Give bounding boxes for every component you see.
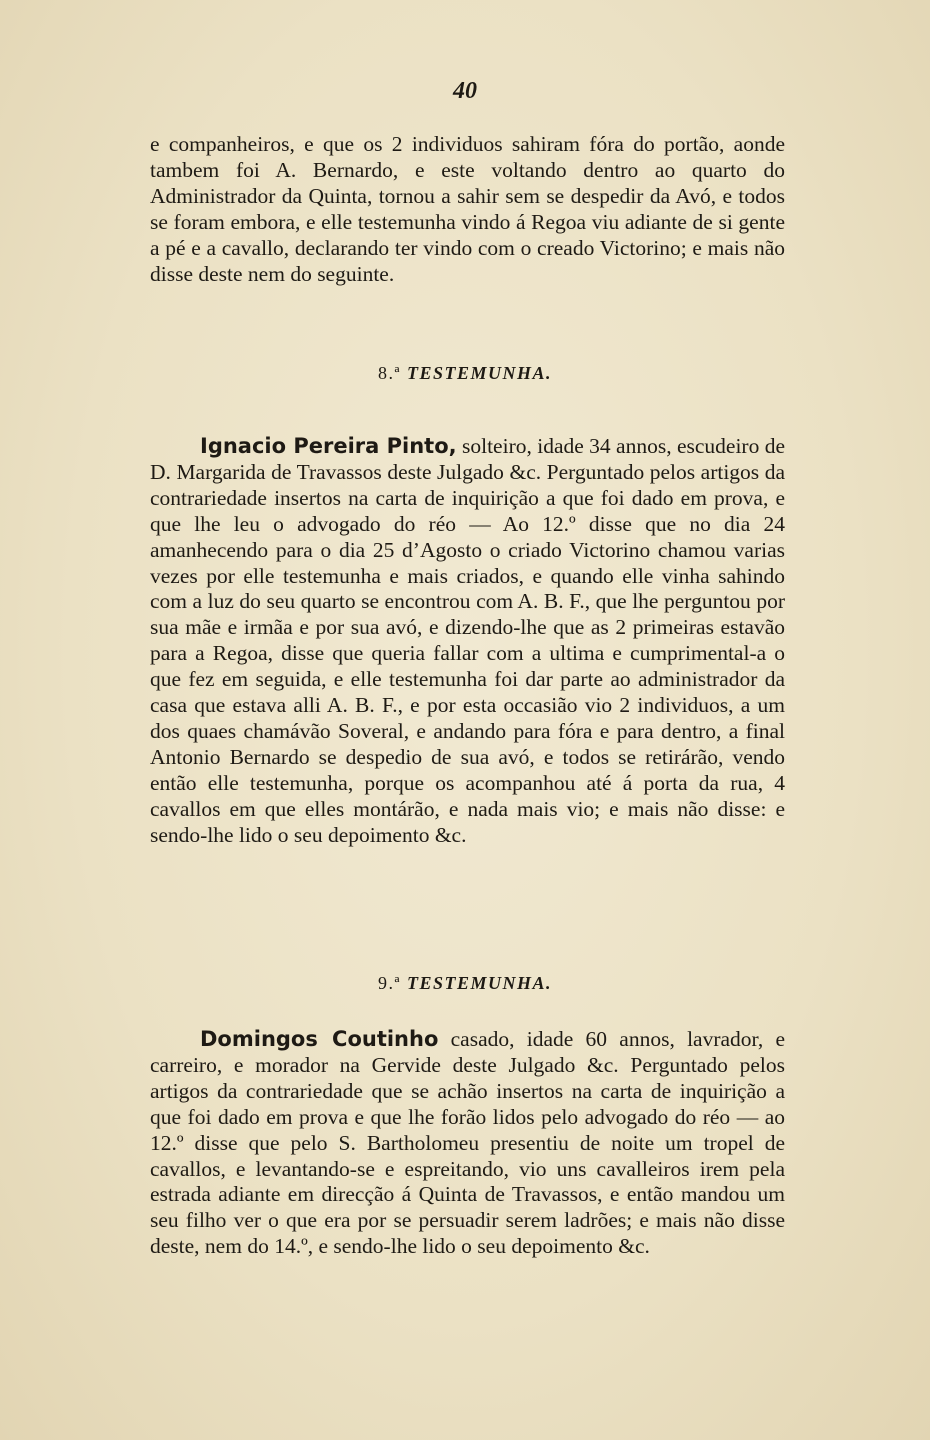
section-number-8: 8.ª [378, 363, 401, 383]
testimony-8-text: solteiro, idade 34 annos, escudeiro de D. Margarida de Travassos deste Julgado &c. Perguntado pelos artigos da contrariedade insertos na carta de inquirição a que foi dado em prova, e que lhe leu o advogado do réo — Ao 12.º disse que no dia 24 amanhecendo para o dia 25 d’Agosto o criado Victorino chamou varias vezes por elle testemunha e mais criados, e quando elle vinha sahindo com a luz do seu quarto se encontrou com A. B. F., que lhe perguntou por sua mãe e irmãa e por sua avó, e dizendo-lhe que as 2 primeiras estavão para a Regoa, disse que queria fallar com a ultima e cumprimental-a o que fez em seguida, e elle testemunha foi dar parte ao administrador da casa que estava alli A. B. F., e por esta occasião vio 2 individuos, a um dos quaes chamávão Soveral, e andando para fóra e para dentro, a final Antonio Bernardo se despedio de sua avó, e todos se retirárão, vendo então elle testemunha, porque os acompanhou até á porta da rua, 4 cavallos em que elles montárão, e nada mais vio; e mais não disse: e sendo-lhe lido o seu depoimento &c. [150, 434, 785, 847]
witness-name-8: Ignacio Pereira Pinto, [200, 434, 457, 458]
section-title-8: TESTEMUNHA. [406, 363, 552, 383]
intro-paragraph-block [150, 132, 785, 287]
testimony-9-text: casado, idade 60 annos, lavrador, e carreiro, e morador na Gervide deste Julgado &c. Perguntado pelos artigos da contrariedade que se achão insertos na carta de inquirição a que foi dado em prova e que lhe forão lidos pelo advogado do réo — ao 12.º disse que pelo S. Bartholomeu presentiu de noite um tropel de cavallos, e levantando-se e espreitando, vio uns cavalleiros irem pela estrada adiante em direcção á Quinta de Travassos, e então mandou um seu filho ver o que era por se persuadir serem ladrões; e mais não disse deste, nem do 14.º, e sendo-lhe lido o seu depoimento &c. [150, 1027, 785, 1259]
testimony-9-block [150, 1027, 785, 1260]
intro-paragraph: e companheiros, e que os 2 individuos sahiram fóra do portão, aonde tambem foi A. Bernardo, e este voltando dentro ao quarto do Administrador da Quinta, tornou a sahir sem se despedir da Avó, e todos se foram embora, e elle testemunha vindo á Regoa viu adiante de si gente a pé e a cavallo, declarando ter vindo com o creado Victorino; e mais não disse deste nem do seguinte. [150, 132, 785, 286]
section-title-9: TESTEMUNHA. [406, 973, 552, 993]
testimony-9-paragraph [150, 1027, 785, 1260]
witness-name-9: Domingos Coutinho [200, 1027, 439, 1051]
testimony-8-block [150, 434, 785, 849]
section-heading-9 [0, 973, 930, 994]
section-number-9: 9.ª [378, 973, 401, 993]
section-heading-8 [0, 363, 930, 384]
page-number: 40 [453, 78, 477, 104]
testimony-8-paragraph [150, 434, 785, 849]
